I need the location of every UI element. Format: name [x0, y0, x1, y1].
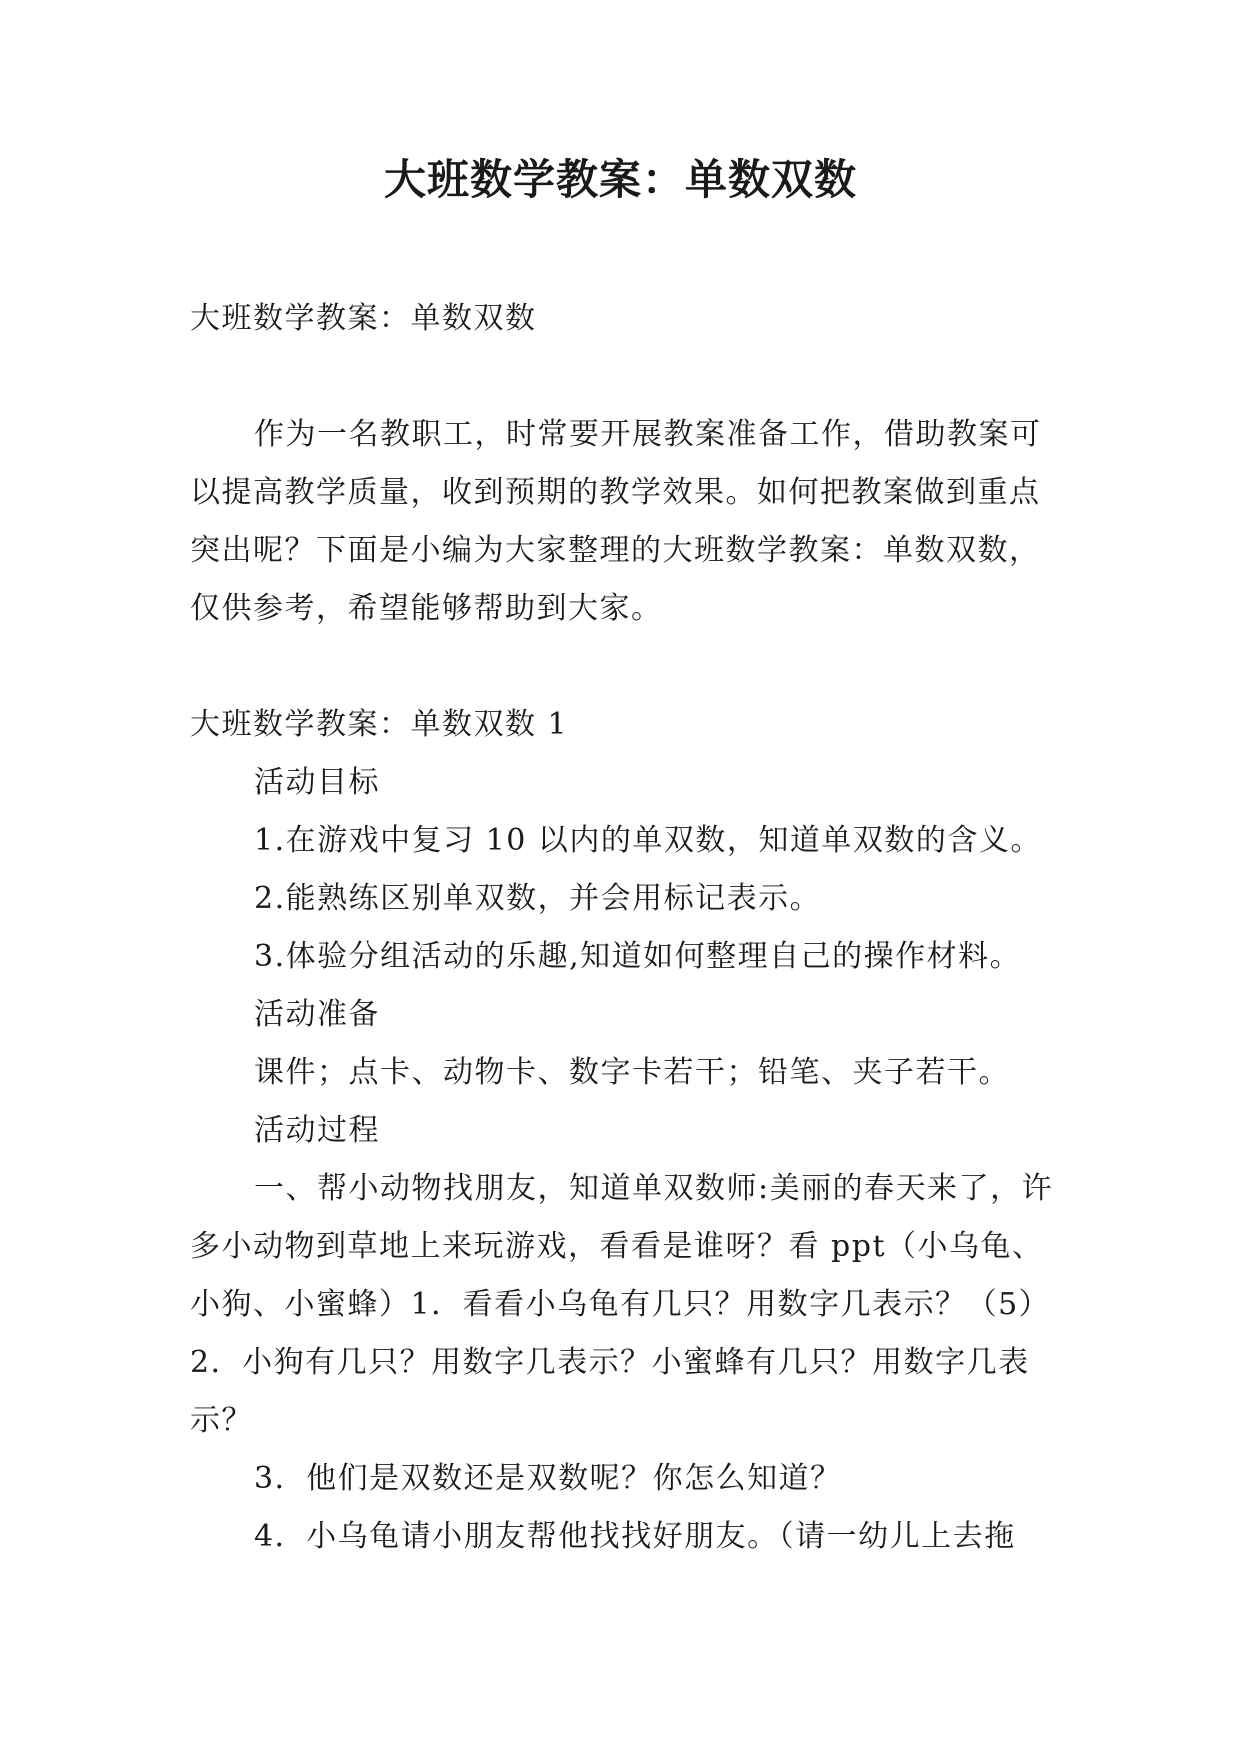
document-title: 大班数学教案：单数双数	[383, 155, 857, 204]
section-heading: 大班数学教案：单数双数 1	[190, 707, 569, 742]
subtitle-paragraph: 大班数学教案：单数双数	[190, 301, 537, 336]
goal-item-1: 1.在游戏中复习 10 以内的单双数，知道单双数的含义。	[254, 823, 1042, 858]
process-paragraph-3: 4．小乌龟请小朋友帮他找找好朋友。（请一幼儿上去拖	[254, 1519, 1016, 1554]
goal-item-2: 2.能熟练区别单双数，并会用标记表示。	[254, 881, 822, 916]
activity-process-heading: 活动过程	[254, 1113, 380, 1148]
process-paragraph-1: 一、帮小动物找朋友，知道单双数师:美丽的春天来了，许多小动物到草地上来玩游戏，看看是谁呀？看 ppt（小乌龟、小狗、小蜜蜂）1．看看小乌龟有几只？用数字几表示？（5）2．小狗有几只？用数字几表示？小蜜蜂有几只？用数字几表示？	[190, 1171, 1054, 1438]
activity-prep-heading: 活动准备	[254, 997, 380, 1032]
document-body	[190, 290, 1055, 1566]
goal-item-3: 3.体验分组活动的乐趣,知道如何整理自己的操作材料。	[254, 939, 1022, 974]
process-paragraph-2: 3．他们是双数还是双数呢？你怎么知道？	[254, 1461, 842, 1496]
prep-paragraph: 课件；点卡、动物卡、数字卡若干；铅笔、夹子若干。	[254, 1055, 1010, 1090]
intro-paragraph: 作为一名教职工，时常要开展教案准备工作，借助教案可以提高教学质量，收到预期的教学效果。如何把教案做到重点突出呢？下面是小编为大家整理的大班数学教案：单数双数，仅供参考，希望能够帮助到大家。	[190, 417, 1042, 626]
activity-goals-heading: 活动目标	[254, 765, 380, 800]
